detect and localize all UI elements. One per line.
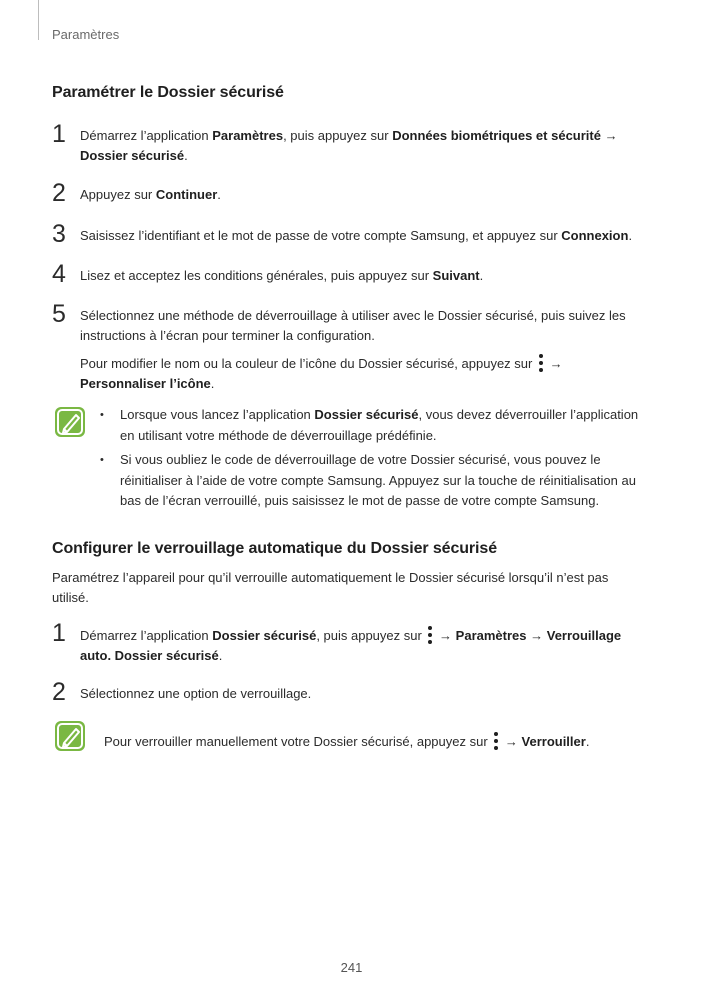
step-number: 1	[52, 120, 66, 148]
step-number: 2	[52, 179, 66, 207]
section-intro: Paramétrez l’appareil pour qu’il verrouille automatiquement le Dossier sécurisé lorsqu’il n’est pas utilisé.	[52, 570, 609, 605]
page-edge-line	[38, 0, 39, 40]
step-text: Démarrez l’application Dossier sécurisé, puis appuyez sur → Paramètres → Verrouillage auto. Dossier sécurisé.	[80, 625, 652, 666]
step-text: Sélectionnez une option de verrouillage.	[80, 686, 312, 701]
section-title-auto-lock: Configurer le verrouillage automatique du Dossier sécurisé	[52, 540, 497, 557]
section-title-secure-folder-setup: Paramétrer le Dossier sécurisé	[52, 84, 284, 101]
bullet-dot: •	[100, 454, 104, 466]
step-number: 4	[52, 260, 66, 288]
step-text: Saisissez l’identifiant et le mot de passe de votre compte Samsung, et appuyez sur Connexion.	[80, 228, 633, 243]
step-text: Sélectionnez une méthode de déverrouillage à utiliser avec le Dossier sécurisé, puis suivez les instructions à l’écran pour terminer la configuration.	[80, 308, 626, 343]
note-pen-icon	[54, 720, 86, 752]
step-number: 1	[52, 619, 66, 647]
auto-lock-note: Pour verrouiller manuellement votre Dossier sécurisé, appuyez sur → Verrouiller.	[104, 731, 664, 752]
note-text: Si vous oubliez le code de déverrouillage de votre Dossier sécurisé, vous pouvez le réinitialiser à l’aide de votre compte Samsung. Appuyez sur la touche de réinitialisation au bas de l’écran verrouillé, puis saisissez le mot de passe de votre compte Samsung.	[120, 452, 636, 508]
bullet-dot: •	[100, 409, 104, 421]
step-number: 5	[52, 300, 66, 328]
page-header: Paramètres	[52, 27, 120, 42]
step-text: Démarrez l’application Paramètres, puis appuyez sur Données biométriques et sécurité → Dossier sécurisé.	[80, 128, 618, 163]
more-options-icon	[427, 625, 433, 645]
step-text: Lisez et acceptez les conditions générales, puis appuyez sur Suivant.	[80, 268, 484, 283]
step-number: 2	[52, 678, 66, 706]
note-text: Lorsque vous lancez l’application Dossier sécurisé, vous devez déverrouiller l’application en utilisant votre méthode de déverrouillage prédéfinie.	[120, 407, 639, 443]
more-options-icon	[493, 731, 499, 751]
step-5-subtext: Pour modifier le nom ou la couleur de l’icône du Dossier sécurisé, appuyez sur → Personnaliser l’icône.	[80, 353, 640, 394]
step-number: 3	[52, 220, 66, 248]
step-text: Appuyez sur Continuer.	[80, 187, 221, 202]
note-pen-icon	[54, 406, 86, 438]
page-number: 241	[340, 960, 363, 975]
more-options-icon	[538, 353, 544, 373]
